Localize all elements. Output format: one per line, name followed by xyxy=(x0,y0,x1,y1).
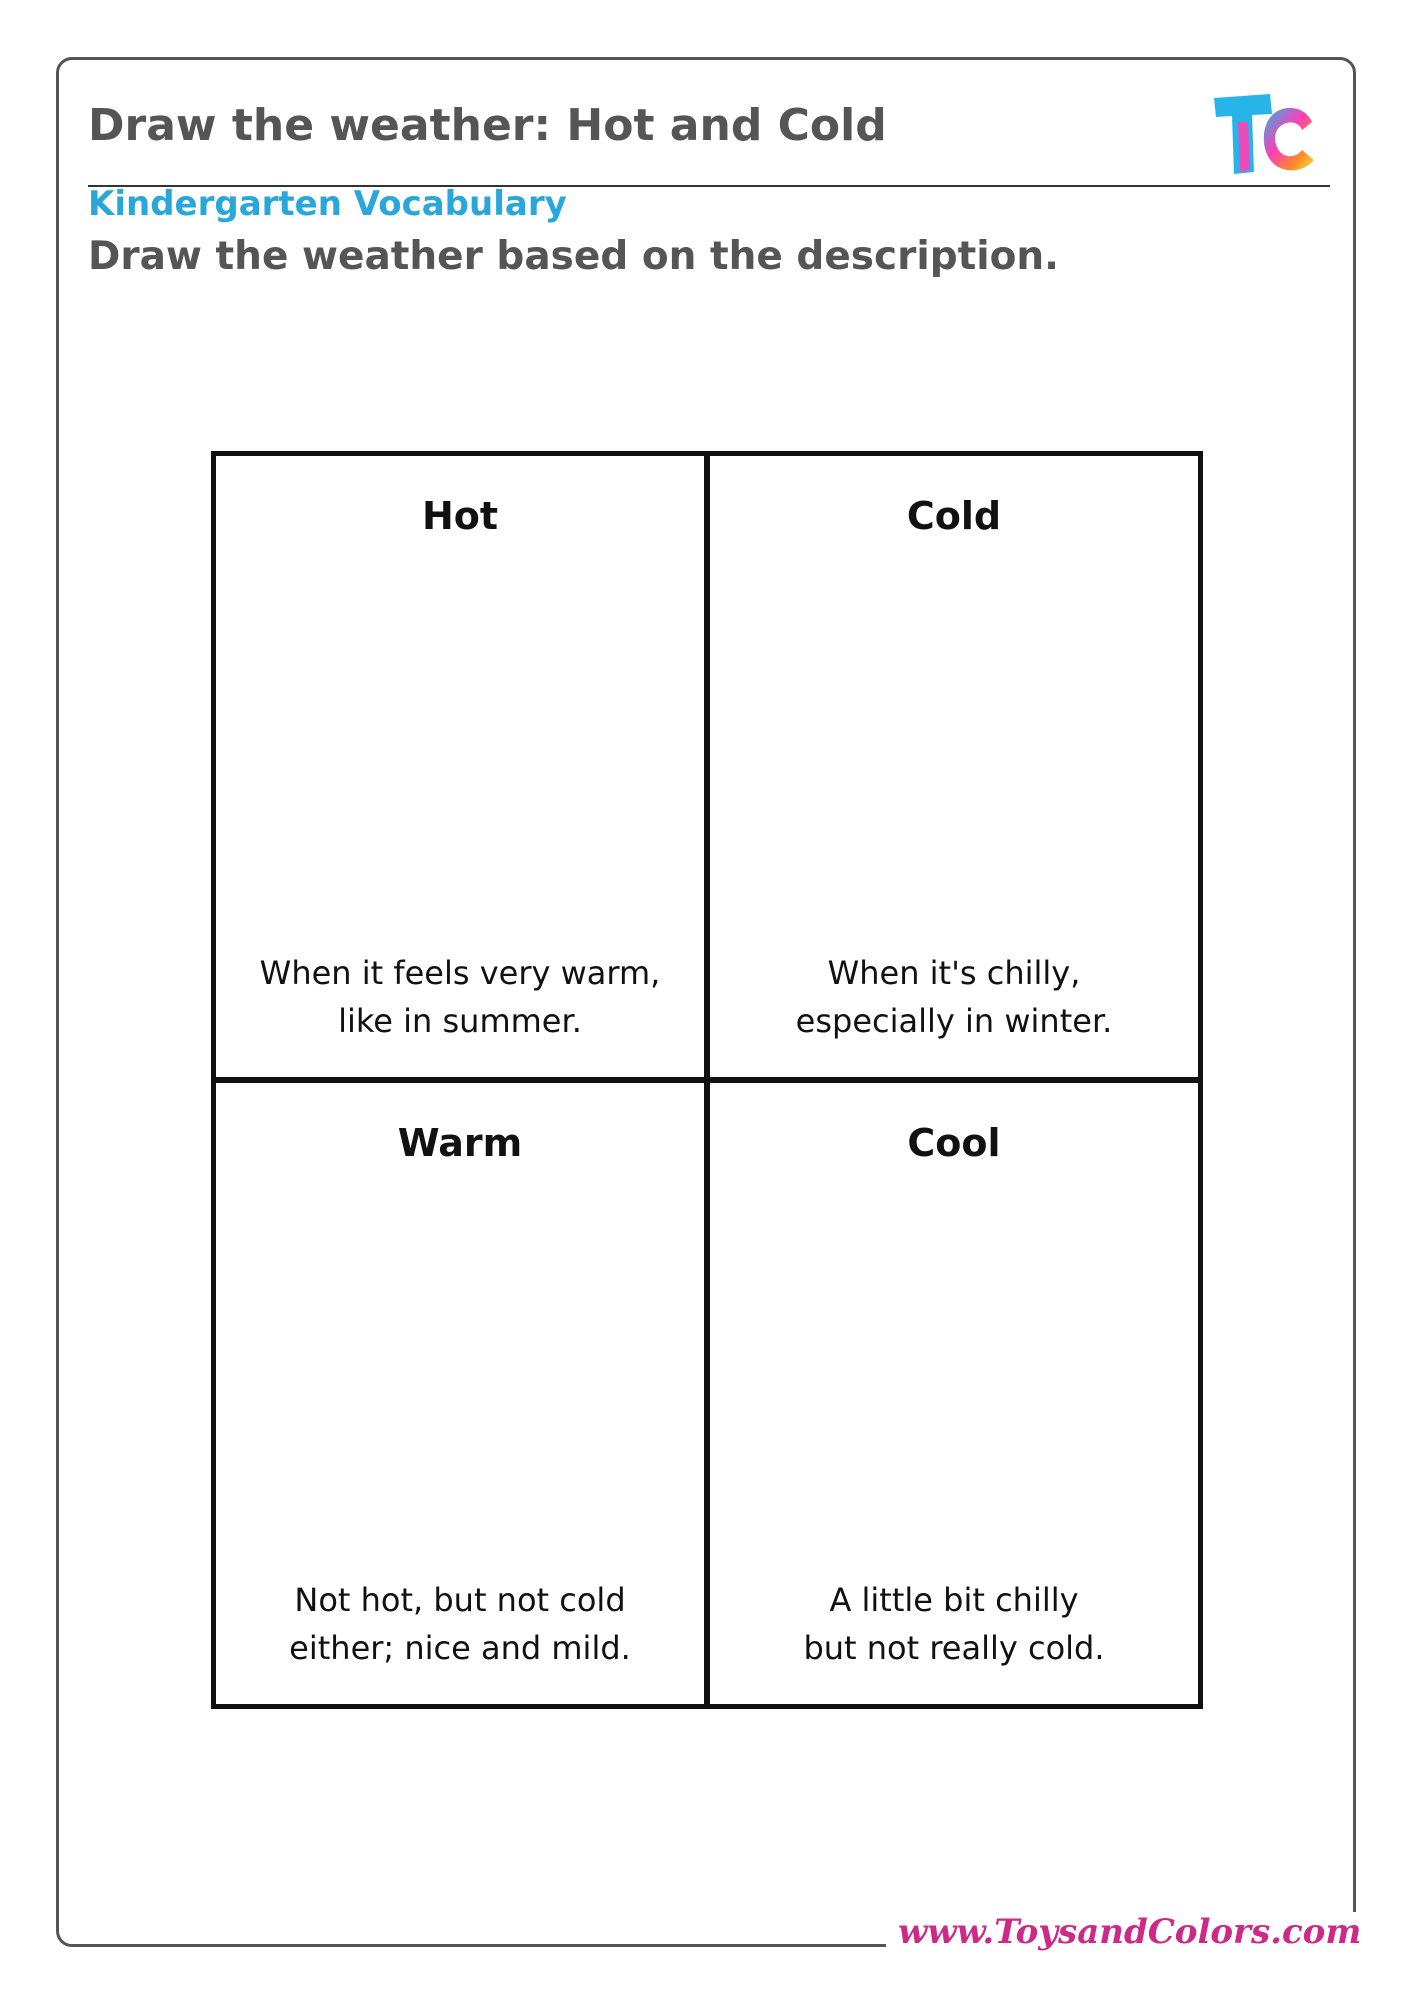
box-heading: Hot xyxy=(421,494,499,538)
drawing-box-cold[interactable] xyxy=(707,453,1201,1080)
box-heading: Warm xyxy=(397,1121,523,1165)
box-heading: Cool xyxy=(907,1121,1001,1165)
description-line: but not really cold. xyxy=(803,1629,1105,1667)
page-title: Draw the weather: Hot and Cold xyxy=(88,100,887,151)
box-description xyxy=(216,1576,704,1672)
drawing-box-hot[interactable] xyxy=(213,453,707,1080)
description-line: A little bit chilly xyxy=(829,1581,1079,1619)
description-line: Not hot, but not cold xyxy=(294,1581,626,1619)
box-heading: Cold xyxy=(906,494,1002,538)
box-description xyxy=(710,949,1198,1045)
description-line: either; nice and mild. xyxy=(289,1629,631,1667)
drawing-box-warm[interactable] xyxy=(213,1080,707,1707)
box-description xyxy=(710,1576,1198,1672)
box-description xyxy=(216,949,704,1045)
toys-and-colors-logo xyxy=(1212,92,1322,178)
description-line: like in summer. xyxy=(338,1002,582,1040)
footer-website-link[interactable]: www.ToysandColors.com xyxy=(886,1912,1373,1953)
drawing-box-cool[interactable] xyxy=(707,1080,1201,1707)
drawing-grid xyxy=(211,451,1203,1709)
description-line: especially in winter. xyxy=(795,1002,1113,1040)
description-line: When it's chilly, xyxy=(827,954,1081,992)
description-line: When it feels very warm, xyxy=(259,954,661,992)
subtitle: Kindergarten Vocabulary xyxy=(88,184,567,224)
instructions: Draw the weather based on the description. xyxy=(88,234,1060,279)
